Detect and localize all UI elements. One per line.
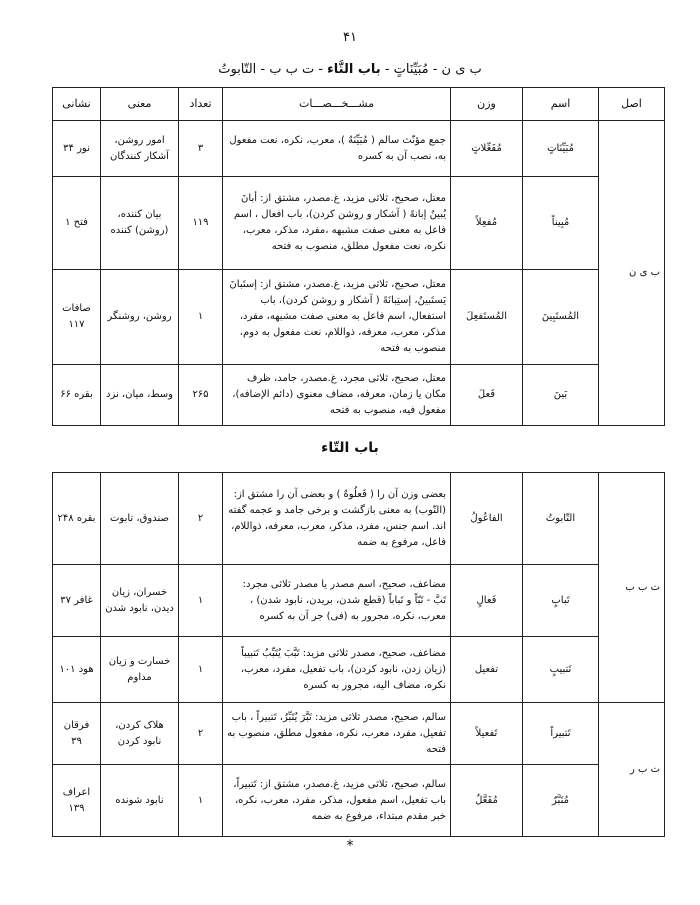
- desc-cell: جمع مؤنّث سالم ( مُبَیِّنَهٌ )، معرب، نکره، نعت مفعول به، نصب آن به کسره: [223, 121, 451, 177]
- count-cell: ۱: [179, 565, 223, 637]
- desc-cell: معتل، صحیح، ثلاثی مزید، غ.مصدر، مشتق از: أبانَ یُبینُ إبانهً ( آشکار و روشن کردن)، باب افعال ، اسم فاعل به معنی صفت مشبهه ،مفرد، مذکر، معرب، نکره، نعت مفعول مطلق، منصوب به فتحه: [223, 177, 451, 270]
- meaning-cell: خسارت و زیان مداوم: [101, 637, 179, 703]
- word-cell: تَتبیبٍ: [523, 637, 599, 703]
- count-cell: ۱: [179, 637, 223, 703]
- ref-cell: فتح ۱: [53, 177, 101, 270]
- vocab-table-2: [52, 472, 665, 837]
- meaning-cell: امور روشن، آشکار کنندگان: [101, 121, 179, 177]
- meaning-cell: بیان کننده، (روشن) کننده: [101, 177, 179, 270]
- page-number: ۴۱: [343, 30, 357, 45]
- header-count: تعداد: [179, 88, 223, 121]
- table-row: [53, 565, 665, 637]
- ref-cell: غافر ۳۷: [53, 565, 101, 637]
- wazn-cell: فَعالٍ: [451, 565, 523, 637]
- meaning-cell: نابود شونده: [101, 765, 179, 837]
- ref-cell: بقره ۶۶: [53, 365, 101, 426]
- ref-cell: بقره ۲۴۸: [53, 473, 101, 565]
- ref-cell: هود ۱۰۱: [53, 637, 101, 703]
- wazn-cell: مُفعِلاً: [451, 177, 523, 270]
- word-cell: التّابوتُ: [523, 473, 599, 565]
- count-cell: ۲: [179, 473, 223, 565]
- meaning-cell: هلاک کردن، نابود کردن: [101, 703, 179, 765]
- wazn-cell: مُفَعَّلٌ: [451, 765, 523, 837]
- root-cell: ب ی ن: [599, 121, 665, 426]
- desc-cell: سالم، صحیح، مصدر ثلاثی مزید: تَبَّرَ یُتَبِّرُ، تَتبیراً ، باب تفعیل، مفرد، معرب، نکره، مفعول مطلق، منصوب به فتحه: [223, 703, 451, 765]
- running-header: [0, 62, 700, 77]
- ref-cell: صافات ۱۱۷: [53, 270, 101, 365]
- table-row: [53, 473, 665, 565]
- header-ref: نشانی: [53, 88, 101, 121]
- ref-cell: اعراف ۱۳۹: [53, 765, 101, 837]
- vocab-table-1: [52, 87, 665, 426]
- word-cell: تَبابٍ: [523, 565, 599, 637]
- count-cell: ۲۶۵: [179, 365, 223, 426]
- wazn-cell: تَفعیلاً: [451, 703, 523, 765]
- table-row: [53, 177, 665, 270]
- desc-cell: معتل، صحیح، ثلاثی مجرد، غ.مصدر، جامد، ظرف مکان یا زمان، معرفه، مضاف معنوی (دائم الإضافه)، مفعول فیه، منصوب به فتحه: [223, 365, 451, 426]
- count-cell: ۱۱۹: [179, 177, 223, 270]
- header-word: اسم: [523, 88, 599, 121]
- desc-cell: مضاعف، صحیح، مصدر ثلاثی مزید: تَبَّبَ یُتَبِّبُ تَتبیباً (زیان زدن، نابود کردن)، باب تفعیل، مفرد، معرب، نکره، مضاف الیه، مجرور به کسره: [223, 637, 451, 703]
- wazn-cell: مُفَعِّلاتٍ: [451, 121, 523, 177]
- running-header-bold: باب التَّاء: [327, 62, 381, 77]
- header-desc: مشـــخـــصـــات: [223, 88, 451, 121]
- count-cell: ۱: [179, 765, 223, 837]
- header-meaning: معنی: [101, 88, 179, 121]
- wazn-cell: تفعیل: [451, 637, 523, 703]
- meaning-cell: وسط، میان، نزد: [101, 365, 179, 426]
- count-cell: ۳: [179, 121, 223, 177]
- table-row: [53, 703, 665, 765]
- root-cell: ت ب ر: [599, 703, 665, 837]
- footer-mark: *: [346, 838, 354, 854]
- wazn-cell: المُستَفعِلَ: [451, 270, 523, 365]
- word-cell: مُبَیِّنَاتٍ: [523, 121, 599, 177]
- desc-cell: معتل، صحیح، ثلاثی مزید، غ.مصدر، مشتق از: إستَبانَ یَستَبینُ، إستِبانَهً ( آشکار و روشن کردن)، باب استفعال، اسم فاعل به معنی صفت مشبهه، مفرد، مذکر، معرب، معرفه، ذواللام، نعت مفعول به دوم، منصوب به فتحه: [223, 270, 451, 365]
- word-cell: تَتبیراً: [523, 703, 599, 765]
- word-cell: المُستَبِینَ: [523, 270, 599, 365]
- table-row: [53, 121, 665, 177]
- wazn-cell: فَعلَ: [451, 365, 523, 426]
- desc-cell: مضاعف، صحیح، اسم مصدر یا مصدر ثلاثی مجرد: تَبَّ - تَبّاً و تَباباً (قطع شدن، بریدن، نابود شدن) ، معرب، نکره، مجرور به (فی) جر آن به کسره: [223, 565, 451, 637]
- table-row: [53, 365, 665, 426]
- count-cell: ۲: [179, 703, 223, 765]
- word-cell: بَینَ: [523, 365, 599, 426]
- meaning-cell: خسران، زیان دیدن، نابود شدن: [101, 565, 179, 637]
- meaning-cell: صندوق، تابوت: [101, 473, 179, 565]
- header-root: اصل: [599, 88, 665, 121]
- word-cell: مُتَبَّرٌ: [523, 765, 599, 837]
- running-header-after: - ت ب ب - التّابوتُ: [218, 62, 328, 77]
- table-row: [53, 765, 665, 837]
- desc-cell: سالم، صحیح، ثلاثی مزید، غ.مصدر، مشتق از: تَتبیراً، باب تفعیل، اسم مفعول، مذکر، مفرد، معرب، نکره، خبر مقدم مبتداء، مرفوع به ضمه: [223, 765, 451, 837]
- ref-cell: نور ۳۴: [53, 121, 101, 177]
- table-row: [53, 270, 665, 365]
- running-header-before: ب ی ن - مُبَیِّنَاتٍ -: [380, 62, 482, 77]
- table-header-row: [53, 88, 665, 121]
- meaning-cell: روشن، روشنگر: [101, 270, 179, 365]
- table-row: [53, 637, 665, 703]
- header-wazn: وزن: [451, 88, 523, 121]
- ref-cell: فرقان ۳۹: [53, 703, 101, 765]
- word-cell: مُبِیناً: [523, 177, 599, 270]
- root-cell: ت ب ب: [599, 473, 665, 703]
- count-cell: ۱: [179, 270, 223, 365]
- desc-cell: بعضی وزن آن را ( فَعلُوهٌ ) و بعضی آن را مشتق از: (التّوب) به معنی بازگشت و برخی جامد و عجمه گفته اند. اسم جنس، مفرد، مذکر، معرب، معرفه، ذواللام، فاعل، مرفوع به ضمه: [223, 473, 451, 565]
- wazn-cell: الفاعُولُ: [451, 473, 523, 565]
- section-title: باب التّاء: [321, 440, 379, 456]
